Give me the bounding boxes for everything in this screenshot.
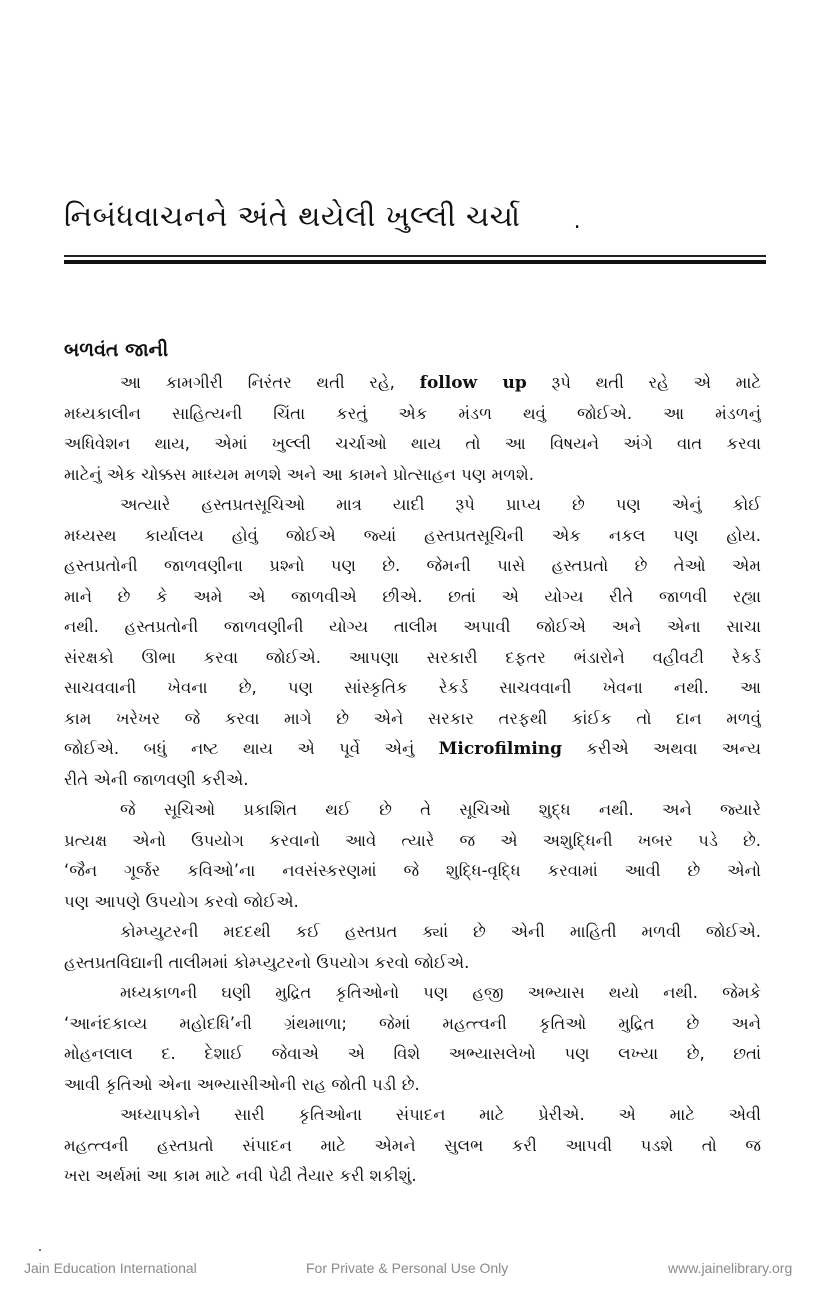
text-line [64,490,761,521]
text-line [64,1039,761,1070]
text-line [64,673,761,704]
text-segment: આવી કૃતિઓ એના અભ્યાસીઓની રાહ જોતી પડી છે. [64,1074,420,1094]
text-line [64,887,761,918]
text-line [64,1009,761,1040]
text-segment: મધ્યસ્થ કાર્યાલય હોવું જોઈએ જ્યાં હસ્તપ્રતસૂચિની એક નકલ પણ હોય. [64,525,761,545]
text-segment: કામ ખરેખર જે કરવા માગે છે એને સરકાર તરફથી કાંઈક તો દાન મળવું [64,708,761,728]
text-line [64,582,761,613]
text-line [64,612,761,643]
text-segment: પણ આપણે ઉપયોગ કરવો જોઈએ. [64,891,299,911]
text-segment: અત્યારે હસ્તપ્રતસૂચિઓ માત્ર યાદી રૂપે પ્રાપ્ય છે પણ એનું કોઈ [120,495,761,514]
text-segment: હસ્તપ્રતવિદ્યાની તાલીમમાં કોમ્પ્યુટરનો ઉપયોગ કરવો જોઈએ. [64,952,470,972]
text-segment: અધ્યાપકોને સારી કૃતિઓના સંપાદન માટે પ્રેરીએ. એ માટે એવી [120,1105,761,1124]
text-segment: માને છે કે અમે એ જાળવીએ છીએ. છતાં એ યોગ્ય રીતે જાળવી રહ્યા [64,586,761,606]
latin-term: Microfilming [438,739,563,759]
text-line [64,460,761,491]
text-line [64,734,761,765]
latin-term: follow up [419,373,527,393]
text-line [64,429,761,460]
text-segment: રીતે એની જાળવણી કરીએ. [64,769,249,789]
text-segment: હસ્તપ્રતોની જાળવણીના પ્રશ્નો પણ છે. જેમની પાસે હસ્તપ્રતો છે તેઓ એમ [64,556,761,575]
title-double-rule [64,255,766,263]
page-footer [0,1260,828,1280]
text-segment: સંરક્ષકો ઊભા કરવા જોઈએ. આપણા સરકારી દફતર ભંડારોને વહીવટી રેકર્ડ [64,647,761,667]
title-rule-thin [64,255,766,257]
text-line [64,704,761,735]
text-segment: પ્રત્યક્ષ એનો ઉપયોગ કરવાનો આવે ત્યારે જ એ અશુદ્ધિની ખબર પડે છે. [64,830,761,850]
text-segment: જોઈએ. બધું નષ્ટ થાય એ પૂર્વે એનું [64,739,439,758]
text-line [64,1070,761,1101]
text-line [64,1161,761,1192]
text-line [64,368,761,399]
text-line [64,643,761,674]
text-segment: કોમ્પ્યુટરની મદદથી કઈ હસ્તપ્રત ક્યાં છે એની માહિતી મળવી જોઈએ. [120,922,761,941]
text-segment: મધ્યકાળની ઘણી મુદ્રિત કૃતિઓનો પણ હજી અભ્યાસ થયો નથી. જેમકે [120,983,761,1002]
page-title: નિબંધવાચનને અંતે થયેલી ખુલ્લી ચર્ચા [64,199,521,233]
text-line [64,978,761,1009]
text-line [64,795,761,826]
text-segment: સાચવવાની ખેવના છે, પણ સાંસ્કૃતિક રેકર્ડ સાચવવાની ખેવના નથી. આ [64,678,761,697]
text-segment: ‘આનંદકાવ્ય મહોદધિ’ની ગ્રંથમાળા; જેમાં મહત્ત્વની કૃતિઓ મુદ્રિત છે અને [64,1013,761,1033]
text-line [64,521,761,552]
text-segment: રૂપે થતી રહે એ માટે [526,373,761,392]
text-line [64,1131,761,1162]
text-segment: મધ્યકાલીન સાહિત્યની ચિંતા કરતું એક મંડળ થવું જોઈએ. આ મંડળનું [64,403,761,423]
scan-speck [39,1249,41,1251]
text-segment: મહત્ત્વની હસ્તપ્રતો સંપાદન માટે એમને સુલભ કરી આપવી પડશે તો જ [64,1135,761,1155]
text-segment: કરીએ અથવા અન્ય [562,739,761,758]
article-body [64,368,761,1192]
footer-publisher: Jain Education International [24,1260,197,1276]
text-segment: જે સૂચિઓ પ્રકાશિત થઈ છે તે સૂચિઓ શુદ્ધ નથી. અને જ્યારે [120,800,761,819]
text-segment: નથી. હસ્તપ્રતોની જાળવણીની યોગ્ય તાલીમ અપાવી જોઈએ અને એના સાચા [64,617,761,636]
text-line [64,765,761,796]
title-rule-thick [64,260,766,264]
text-line [64,399,761,430]
text-segment: માટેનું એક ચોક્કસ માધ્યમ મળશે અને આ કામને પ્રોત્સાહન પણ મળશે. [64,464,535,484]
title-trailing-mark: . [573,209,581,234]
text-line [64,551,761,582]
text-segment: આ કામગીરી નિરંતર થતી રહે, [120,373,420,392]
footer-usage-notice: For Private & Personal Use Only [306,1260,509,1276]
text-segment: ખરા અર્થમાં આ કામ માટે નવી પેઢી તૈયાર કરી શકીશું. [64,1166,417,1185]
text-segment: મોહનલાલ દ. દેશાઈ જેવાએ એ વિશે અભ્યાસલેખો પણ લખ્યા છે, છતાં [64,1044,761,1063]
text-line [64,856,761,887]
text-line [64,1100,761,1131]
author-name: બળવંત જાની [64,339,169,361]
text-segment: ‘જૈન ગૂર્જર કવિઓ’ના નવસંસ્કરણમાં જે શુદ્ધિ-વૃદ્ધિ કરવામાં આવી છે એનો [64,861,761,880]
text-line [64,917,761,948]
text-segment: અધિવેશન થાય, એમાં ખુલ્લી ચર્ચાઓ થાય તો આ વિષયને અંગે વાત કરવા [64,434,761,453]
text-line [64,948,761,979]
text-line [64,826,761,857]
title-block [64,196,764,236]
footer-website-link[interactable]: www.jainelibrary.org [668,1260,793,1276]
